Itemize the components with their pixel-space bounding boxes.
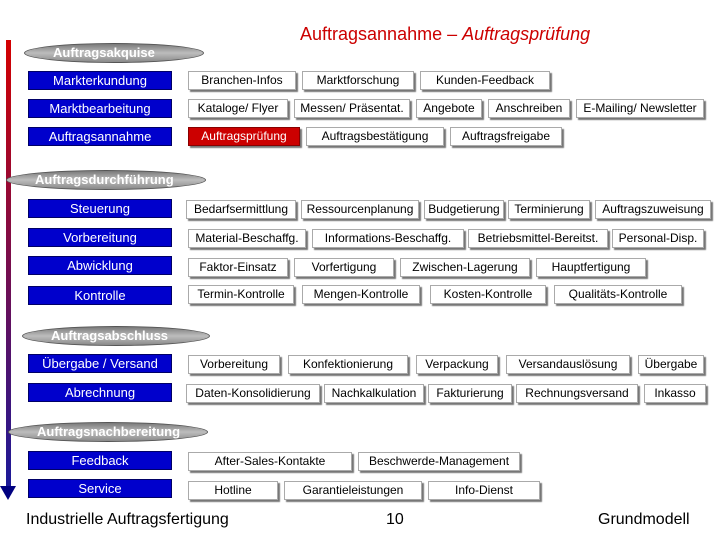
timeline-arrow-icon bbox=[0, 486, 16, 500]
category-kontrolle: Kontrolle bbox=[28, 286, 172, 305]
phase-acquisition: Auftragsakquise bbox=[24, 43, 204, 63]
item-zwischen-lagerung: Zwischen-Lagerung bbox=[400, 258, 530, 277]
item-garantieleistungen: Garantieleistungen bbox=[284, 481, 422, 500]
item-verpackung: Verpackung bbox=[416, 355, 498, 374]
item-bedarfsermittlung: Bedarfsermittlung bbox=[186, 200, 296, 219]
category-abrechnung: Abrechnung bbox=[28, 383, 172, 402]
item-after-sales-kontakte: After-Sales-Kontakte bbox=[188, 452, 352, 471]
category-service: Service bbox=[28, 479, 172, 498]
item-auftragsbestaetigung: Auftragsbestätigung bbox=[306, 127, 444, 146]
item-marktforschung: Marktforschung bbox=[302, 71, 414, 90]
item-info-dienst: Info-Dienst bbox=[428, 481, 540, 500]
item-angebote: Angebote bbox=[416, 99, 482, 118]
item-beschwerde-management: Beschwerde-Management bbox=[358, 452, 520, 471]
phase-execution: Auftragsdurchführung bbox=[6, 170, 206, 190]
item-informations-beschaffung: Informations-Beschaffg. bbox=[312, 229, 464, 248]
category-abwicklung: Abwicklung bbox=[28, 256, 172, 275]
item-konfektionierung: Konfektionierung bbox=[288, 355, 408, 374]
category-auftragsannahme: Auftragsannahme bbox=[28, 127, 172, 146]
category-uebergabe-versand: Übergabe / Versand bbox=[28, 354, 172, 373]
item-ressourcenplanung: Ressourcenplanung bbox=[301, 200, 419, 219]
category-steuerung: Steuerung bbox=[28, 199, 172, 218]
category-feedback: Feedback bbox=[28, 451, 172, 470]
item-personal-disposition: Personal-Disp. bbox=[612, 229, 704, 248]
footer-course-title: Industrielle Auftragsfertigung bbox=[26, 511, 229, 528]
item-rechnungsversand: Rechnungsversand bbox=[516, 384, 638, 403]
phase-followup: Auftragsnachbereitung bbox=[8, 422, 208, 442]
item-auftragsfreigabe: Auftragsfreigabe bbox=[450, 127, 562, 146]
item-betriebsmittel-bereitstellung: Betriebsmittel-Bereitst. bbox=[468, 229, 608, 248]
item-inkasso: Inkasso bbox=[644, 384, 706, 403]
item-auftragspruefung: Auftragsprüfung bbox=[188, 127, 300, 146]
item-faktor-einsatz: Faktor-Einsatz bbox=[188, 258, 288, 277]
item-hauptfertigung: Hauptfertigung bbox=[536, 258, 646, 277]
phase-completion: Auftragsabschluss bbox=[22, 326, 210, 346]
footer-page-number: 10 bbox=[386, 511, 404, 528]
footer-section-title: Grundmodell bbox=[598, 511, 690, 528]
item-hotline: Hotline bbox=[188, 481, 278, 500]
item-terminierung: Terminierung bbox=[508, 200, 590, 219]
item-fakturierung: Fakturierung bbox=[428, 384, 512, 403]
item-nachkalkulation: Nachkalkulation bbox=[324, 384, 424, 403]
item-uebergabe: Übergabe bbox=[638, 355, 704, 374]
item-qualitaets-kontrolle: Qualitäts-Kontrolle bbox=[554, 285, 682, 304]
item-e-mailing: E-Mailing/ Newsletter bbox=[576, 99, 704, 118]
item-messen: Messen/ Präsentat. bbox=[294, 99, 410, 118]
item-kosten-kontrolle: Kosten-Kontrolle bbox=[430, 285, 546, 304]
item-kataloge: Kataloge/ Flyer bbox=[188, 99, 288, 118]
item-material-beschaffung: Material-Beschaffg. bbox=[188, 229, 306, 248]
title-main: Auftragsannahme – bbox=[300, 24, 463, 44]
category-vorbereitung: Vorbereitung bbox=[28, 228, 172, 247]
item-mengen-kontrolle: Mengen-Kontrolle bbox=[302, 285, 420, 304]
category-markterkundung: Markterkundung bbox=[28, 71, 172, 90]
item-branchen-infos: Branchen-Infos bbox=[188, 71, 296, 90]
item-vorfertigung: Vorfertigung bbox=[294, 258, 394, 277]
title-italic: Auftragsprüfung bbox=[462, 24, 591, 44]
item-auftragszuweisung: Auftragszuweisung bbox=[595, 200, 711, 219]
item-termin-kontrolle: Termin-Kontrolle bbox=[188, 285, 294, 304]
timeline-bar bbox=[6, 40, 11, 490]
item-daten-konsolidierung: Daten-Konsolidierung bbox=[186, 384, 320, 403]
item-kunden-feedback: Kunden-Feedback bbox=[420, 71, 550, 90]
item-anschreiben: Anschreiben bbox=[488, 99, 570, 118]
category-marktbearbeitung: Marktbearbeitung bbox=[28, 99, 172, 118]
item-budgetierung: Budgetierung bbox=[424, 200, 504, 219]
item-versandausloesung: Versandauslösung bbox=[506, 355, 630, 374]
item-vorbereitung: Vorbereitung bbox=[188, 355, 280, 374]
page-title bbox=[300, 24, 690, 45]
